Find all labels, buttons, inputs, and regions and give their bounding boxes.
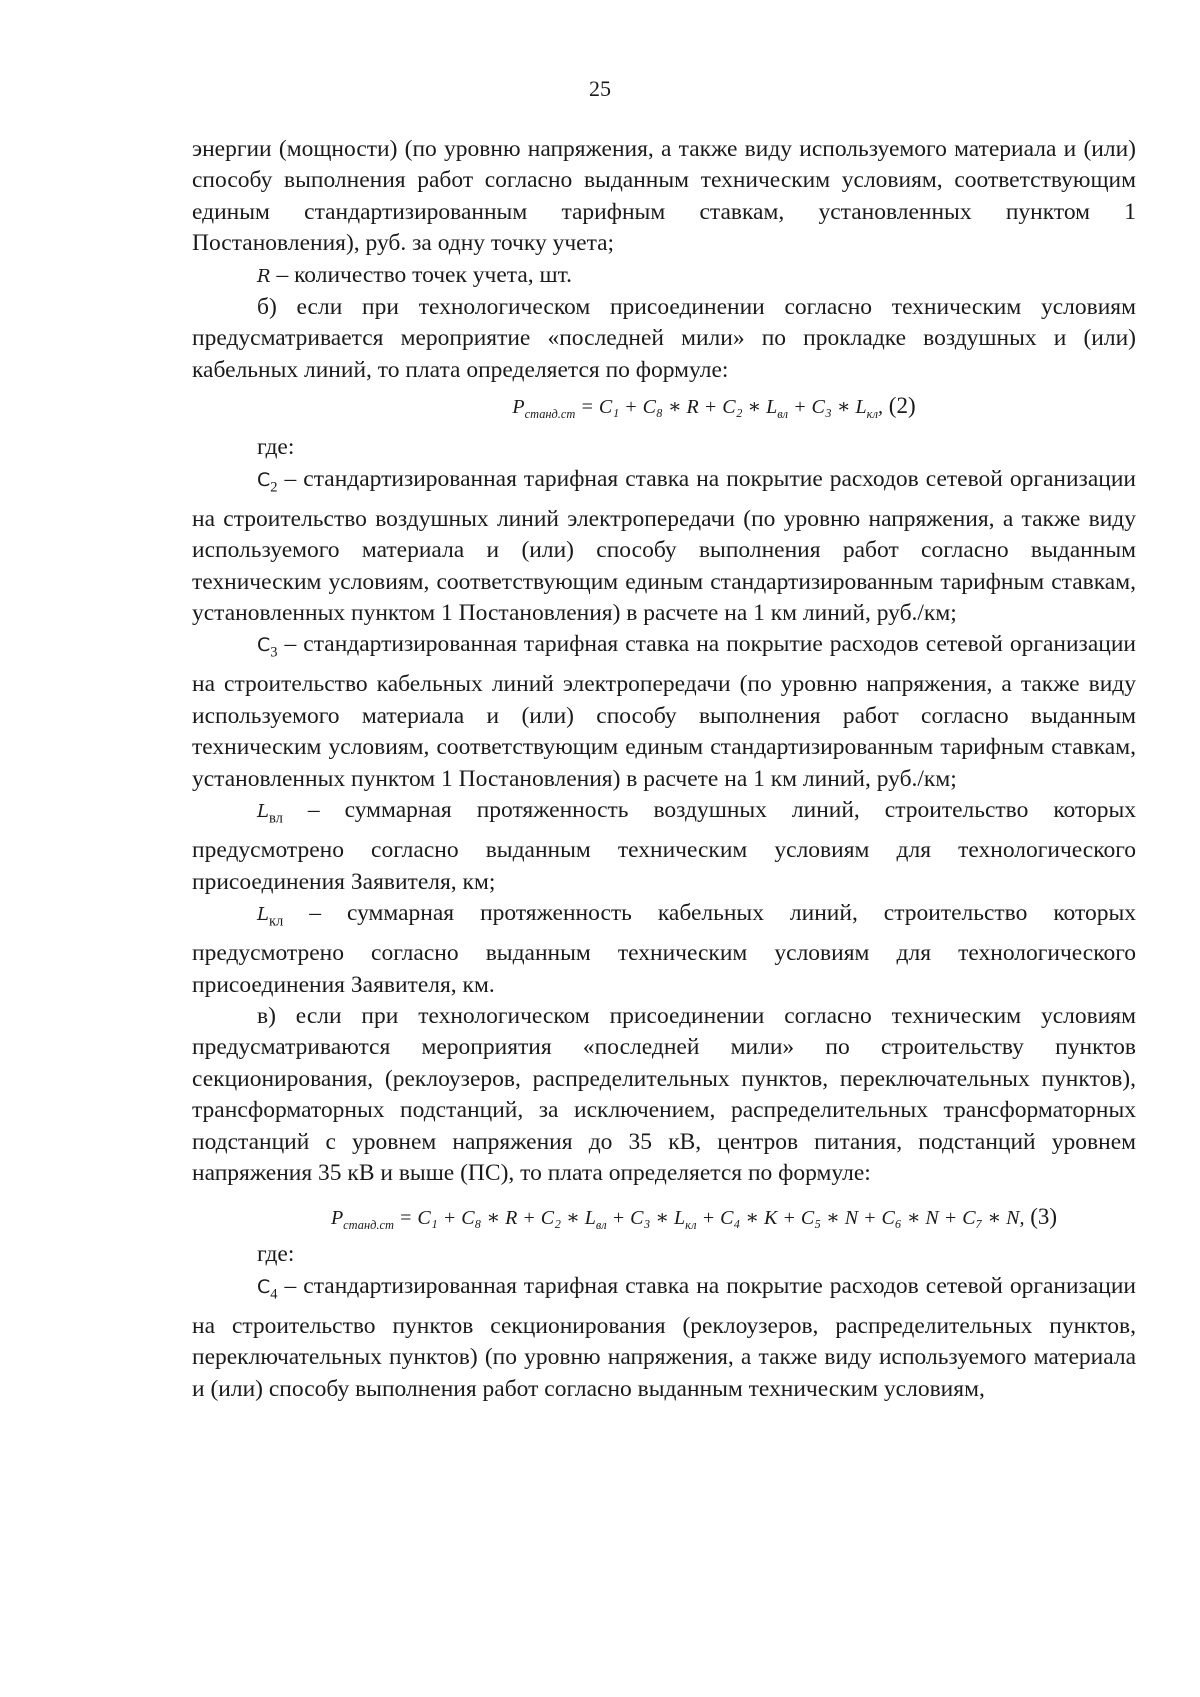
formula-3 xyxy=(252,1189,1136,1239)
formula-3-sub-vl: вл xyxy=(595,1218,607,1233)
formula-3-lhs: P xyxy=(330,1207,344,1230)
document-body xyxy=(192,134,1136,1405)
definition-lvl-text: – суммарная протяженность воздушных линий, строительство которых предусмотрено согласно выданным техническим условиям для технологического присоединения Заявителя, км; xyxy=(192,797,1136,895)
paragraph-b: б) если при технологическом присоединении согласно техническим условиям предусматривается мероприятие «последней мили» по прокладке воздушных и (или) кабельных линий, то плата определяется по формуле: xyxy=(192,294,1136,383)
symbol-c4: C xyxy=(257,1275,271,1298)
symbol-lkl-sub: кл xyxy=(268,913,284,930)
formula-2-rhs: = C₁ + C₈ ∗ R + C₂ ∗ L xyxy=(575,396,778,419)
formula-2-sub-kl: кл xyxy=(866,407,879,422)
symbol-c2-sub: 2 xyxy=(270,479,278,496)
symbol-c3: C xyxy=(257,634,271,657)
page-number: 25 xyxy=(589,76,611,101)
formula-2-mid: + C₃ ∗ L xyxy=(788,396,867,419)
formula-2-end: , xyxy=(878,396,884,419)
formula-3-rhs: = C₁ + C₈ ∗ R + C₂ ∗ L xyxy=(393,1207,596,1230)
formula-2 xyxy=(292,386,1136,432)
symbol-c3-sub: 3 xyxy=(270,645,278,662)
definition-c3 xyxy=(192,629,1136,795)
definition-c4-text: – стандартизированная тарифная ставка на покрытие расходов сетевой организации на строительство пунктов секционирования (реклоузеров, распределительных пунктов, переключательных пунктов) (по уровню напряжения, а также виду используемого материала и (или) способу выполнения работ согласно выданным техническим условиям, xyxy=(192,1272,1136,1402)
where-label-2: где: xyxy=(257,1241,295,1268)
paragraph-v: в) если при технологическом присоединении согласно техническим условиям предусматриваются мероприятия «последней мили» по строительству пунктов секционирования, (реклоузеров, распределительных пунктов, переключательных пунктов), трансформаторных подстанций, за исключением, распределительных трансформаторных подстанций с уровнем напряжения до 35 кВ, центров питания, подстанций уровнем напряжения 35 кВ и выше (ПС), то плата определяется по формуле: xyxy=(192,1002,1136,1186)
definition-c2-text: – стандартизированная тарифная ставка на покрытие расходов сетевой организации на строительство воздушных линий электропередачи (по уровню напряжения, а также виду используемого материала и (или) способу выполнения работ согласно выданным техническим условиям, соответствующим единым стандартизированным тарифным ставкам, установленных пунктом 1 Постановления) в расчете на 1 км линий, руб./км; xyxy=(192,465,1136,626)
definition-r xyxy=(192,260,1136,292)
symbol-c2: C xyxy=(257,468,271,491)
definition-c3-text: – стандартизированная тарифная ставка на покрытие расходов сетевой организации на строительство кабельных линий электропередачи (по уровню напряжения, а также виду используемого материала и (или) способу выполнения работ согласно выданным техническим условиям, соответствующим единым стандартизированным тарифным ставкам, установленных пунктом 1 Постановления) в расчете на 1 км линий, руб./км; xyxy=(192,631,1136,792)
where-label-1: где: xyxy=(257,434,295,461)
symbol-lvl-sub: вл xyxy=(268,810,283,827)
definition-r-text: – количество точек учета, шт. xyxy=(270,261,572,288)
symbol-r: R xyxy=(257,265,271,287)
definition-lvl xyxy=(192,795,1136,898)
formula-3-end: + C₄ ∗ K + C₅ ∗ N + C₆ ∗ N + C₇ ∗ N, xyxy=(696,1207,1025,1230)
definition-c2 xyxy=(192,464,1136,630)
formula-2-lhs: P xyxy=(512,396,525,419)
formula-2-sub-vl: вл xyxy=(777,407,789,422)
formula-2-lhs-sub: станд.ст xyxy=(524,407,576,422)
symbol-c4-sub: 4 xyxy=(270,1286,278,1303)
definition-c4 xyxy=(192,1271,1136,1405)
symbol-lvl: L xyxy=(257,801,269,823)
formula-3-mid: + C₃ ∗ L xyxy=(606,1207,686,1230)
paragraph-continuation: энергии (мощности) (по уровню напряжения, а также виду используемого материала и (или) способу выполнения работ согласно выданным техническим условиям, соответствующим единым стандартизированным тарифным ставкам, установленных пунктом 1 Постановления), руб. за одну точку учета; xyxy=(192,136,1136,257)
definition-lkl-text: – суммарная протяженность кабельных линий, строительство которых предусмотрено согласно выданным техническим условиям для технологического присоединения Заявителя, км. xyxy=(192,900,1136,998)
symbol-lkl: L xyxy=(257,904,269,925)
definition-lkl xyxy=(192,898,1136,1001)
formula-3-lhs-sub: станд.ст xyxy=(343,1218,394,1233)
formula-3-sub-kl: кл xyxy=(685,1218,697,1233)
formula-3-number: (3) xyxy=(1024,1204,1058,1230)
formula-2-number: (2) xyxy=(883,393,916,419)
